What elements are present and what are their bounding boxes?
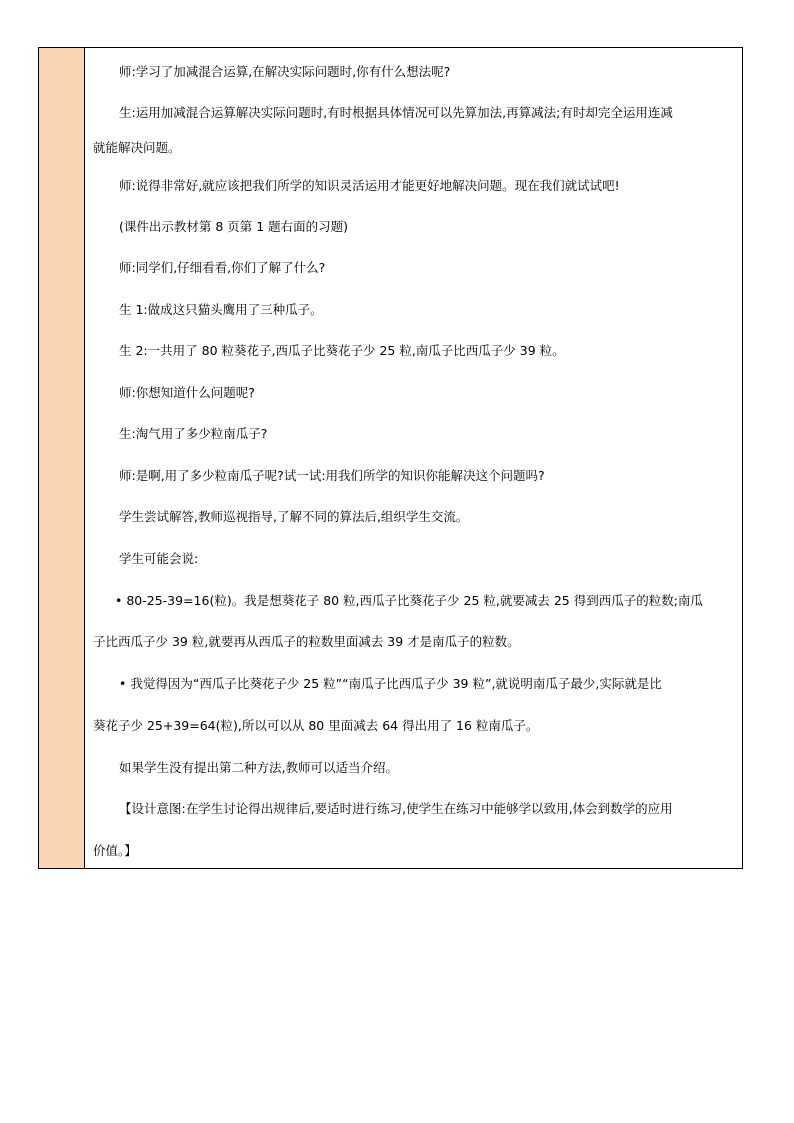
paragraph-student2: 生 2:一共用了 80 粒葵花子,西瓜子比葵花子少 25 粒,南瓜子比西瓜子少 39 粒。: [119, 343, 565, 358]
paragraph-teacher-ask: 师:你想知道什么问题呢?: [119, 385, 255, 400]
paragraph-student1: 生 1:做成这只猫头鹰用了三种瓜子。: [119, 302, 323, 317]
paragraph-teacher-question: 师:学习了加减混合运算,在解决实际问题时,你有什么想法呢?: [119, 64, 451, 79]
paragraph-teacher-introduce: 如果学生没有提出第二种方法,教师可以适当介绍。: [119, 760, 398, 775]
shaded-side-cell: [39, 48, 85, 868]
paragraph-method1-line2: 子比西瓜子少 39 粒,就要再从西瓜子的粒数里面减去 39 才是南瓜子的粒数。: [93, 634, 520, 649]
paragraph-student-answer-line1: 生:运用加减混合运算解决实际问题时,有时根据具体情况可以先算加法,再算减法;有时却完全运用连减: [119, 105, 673, 120]
lesson-content-cell: [85, 48, 742, 868]
paragraph-design-intent-line2: 价值。】: [93, 843, 137, 858]
paragraph-courseware-note: (课件出示教材第 8 页第 1 题右面的习题): [119, 219, 349, 234]
paragraph-method1-line1: • 80-25-39=16(粒)。我是想葵花子 80 粒,西瓜子比葵花子少 25 粒,就要减去 25 得到西瓜子的粒数;南瓜: [115, 593, 703, 608]
paragraph-teacher-praise: 师:说得非常好,就应该把我们所学的知识灵活运用才能更好地解决问题。现在我们就试试吧!: [119, 178, 620, 193]
paragraph-design-intent-line1: 【设计意图:在学生讨论得出规律后,要适时进行练习,使学生在练习中能够学以致用,体会到数学的应用: [119, 801, 673, 816]
paragraph-students-attempt: 学生尝试解答,教师巡视指导,了解不同的算法后,组织学生交流。: [119, 509, 469, 524]
paragraph-teacher-look: 师:同学们,仔细看看,你们了解了什么?: [119, 260, 326, 275]
paragraph-method2-line1: • 我觉得因为“西瓜子比葵花子少 25 粒”“南瓜子比西瓜子少 39 粒”,就说明南瓜子最少,实际就是比: [119, 676, 662, 691]
lesson-table: [38, 47, 743, 869]
paragraph-student-answer-line2: 就能解决问题。: [93, 140, 181, 155]
paragraph-student-ask: 生:淘气用了多少粒南瓜子?: [119, 426, 268, 441]
paragraph-teacher-try: 师:是啊,用了多少粒南瓜子呢?试一试:用我们所学的知识你能解决这个问题吗?: [119, 468, 545, 483]
paragraph-method2-line2: 葵花子少 25+39=64(粒),所以可以从 80 里面减去 64 得出用了 16 粒南瓜子。: [93, 718, 539, 733]
paragraph-students-may-say: 学生可能会说:: [119, 551, 199, 566]
